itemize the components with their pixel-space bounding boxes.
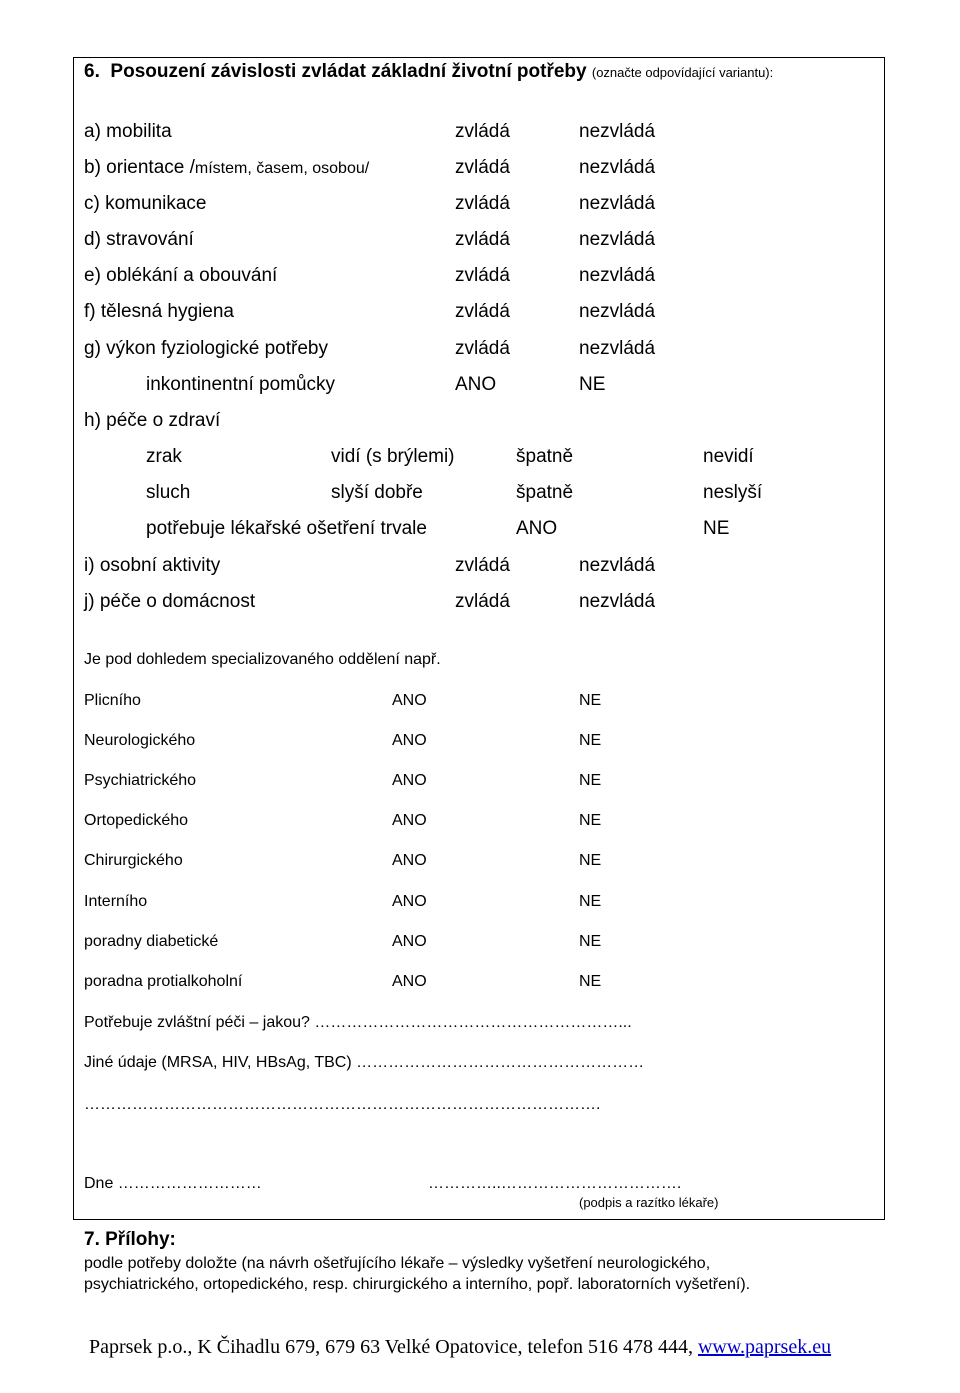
signature-caption: (podpis a razítko lékaře) (579, 1195, 719, 1210)
option-no[interactable]: nezvládá (579, 555, 656, 576)
vision-label: zrak (146, 446, 182, 467)
footer-website-link[interactable]: www.paprsek.eu (697, 1336, 832, 1358)
need-label: b) orientace /místem, časem, osobou/ (84, 157, 370, 178)
option-no[interactable]: nezvládá (579, 301, 656, 322)
other-data-field[interactable]: Jiné údaje (MRSA, HIV, HBsAg, TBC) ……………………………………………… (84, 1054, 645, 1071)
option-no[interactable]: NE (579, 732, 602, 749)
option-yes[interactable]: zvládá (455, 229, 510, 250)
section-subtitle: (označte odpovídající variantu): (591, 65, 774, 80)
section-number: 6. (84, 61, 100, 82)
need-label: g) výkon fyziologické potřeby (84, 338, 328, 359)
option-poor[interactable]: špatně (516, 482, 574, 503)
option-yes[interactable]: ANO (392, 893, 427, 910)
need-label: c) komunikace (84, 193, 207, 214)
department-label: poradny diabetické (84, 933, 219, 950)
footer-address: Paprsek p.o., K Čihadlu 679, 679 63 Velké Opatovice, telefon 516 478 444, (89, 1336, 698, 1358)
option-yes[interactable]: ANO (455, 374, 497, 395)
need-label-detail: místem, časem, osobou/ (194, 160, 370, 177)
option-no[interactable]: NE (579, 374, 606, 395)
need-label: d) stravování (84, 229, 194, 250)
dotted-fill-line[interactable]: ……………………………………………………………………………………. (84, 1096, 601, 1113)
option-no[interactable]: nezvládá (579, 193, 656, 214)
need-label: a) mobilita (84, 121, 172, 142)
need-label: e) oblékání a obouvání (84, 265, 278, 286)
option-yes[interactable]: zvládá (455, 265, 510, 286)
option-no[interactable]: nezvládá (579, 338, 656, 359)
department-label: Chirurgického (84, 852, 183, 869)
option-no[interactable]: nezvládá (579, 591, 656, 612)
option-no[interactable]: nezvládá (579, 121, 656, 142)
option-yes[interactable]: zvládá (455, 338, 510, 359)
option-good[interactable]: vidí (s brýlemi) (331, 446, 455, 467)
hearing-label: sluch (146, 482, 191, 503)
option-yes[interactable]: zvládá (455, 591, 510, 612)
option-no[interactable]: NE (579, 893, 602, 910)
department-label: poradna protialkoholní (84, 973, 243, 990)
department-label: Ortopedického (84, 812, 189, 829)
option-yes[interactable]: ANO (392, 772, 427, 789)
department-label: Interního (84, 893, 148, 910)
treatment-label: potřebuje lékařské ošetření trvale (146, 518, 427, 539)
option-yes[interactable]: zvládá (455, 555, 510, 576)
attachments-text-line-1: podle potřeby doložte (na návrh ošetřujícího lékaře – výsledky vyšetření neurologického, (84, 1255, 711, 1272)
option-no[interactable]: NE (579, 812, 602, 829)
option-none[interactable]: neslyší (703, 482, 763, 503)
option-no[interactable]: NE (579, 933, 602, 950)
option-no[interactable]: nezvládá (579, 229, 656, 250)
department-label: Plicního (84, 692, 141, 709)
signature-field[interactable]: …………..……………………………. (428, 1175, 682, 1192)
need-label: j) péče o domácnost (84, 591, 256, 612)
option-yes[interactable]: ANO (392, 692, 427, 709)
option-yes[interactable]: ANO (392, 933, 427, 950)
option-yes[interactable]: ANO (516, 518, 558, 539)
option-good[interactable]: slyší dobře (331, 482, 423, 503)
department-label: Psychiatrického (84, 772, 197, 789)
section-7-heading: 7. Přílohy: (84, 1229, 176, 1250)
date-field[interactable]: Dne ……………………… (84, 1175, 262, 1192)
footer (89, 1336, 831, 1359)
section-title: Posouzení závislosti zvládat základní životní potřeby (110, 61, 587, 82)
option-none[interactable]: nevidí (703, 446, 754, 467)
special-care-field[interactable]: Potřebuje zvláštní péči – jakou? …………………………………………………... (84, 1014, 632, 1031)
option-yes[interactable]: ANO (392, 812, 427, 829)
option-no[interactable]: nezvládá (579, 157, 656, 178)
option-no[interactable]: NE (579, 772, 602, 789)
option-yes[interactable]: zvládá (455, 121, 510, 142)
option-yes[interactable]: zvládá (455, 157, 510, 178)
department-label: Neurologického (84, 732, 196, 749)
option-no[interactable]: NE (579, 692, 602, 709)
option-yes[interactable]: ANO (392, 852, 427, 869)
option-no[interactable]: NE (703, 518, 730, 539)
option-yes[interactable]: zvládá (455, 301, 510, 322)
departments-heading: Je pod dohledem specializovaného oddělení např. (84, 651, 441, 668)
option-no[interactable]: nezvládá (579, 265, 656, 286)
option-no[interactable]: NE (579, 852, 602, 869)
need-label: i) osobní aktivity (84, 555, 221, 576)
incontinence-label: inkontinentní pomůcky (146, 374, 336, 395)
section-6-heading (84, 61, 773, 83)
option-yes[interactable]: zvládá (455, 193, 510, 214)
health-label: h) péče o zdraví (84, 410, 221, 431)
option-poor[interactable]: špatně (516, 446, 574, 467)
option-yes[interactable]: ANO (392, 732, 427, 749)
option-no[interactable]: NE (579, 973, 602, 990)
attachments-text-line-2: psychiatrického, ortopedického, resp. chirurgického a interního, popř. laboratorních vyšetření). (84, 1276, 751, 1293)
need-label: f) tělesná hygiena (84, 301, 234, 322)
option-yes[interactable]: ANO (392, 973, 427, 990)
